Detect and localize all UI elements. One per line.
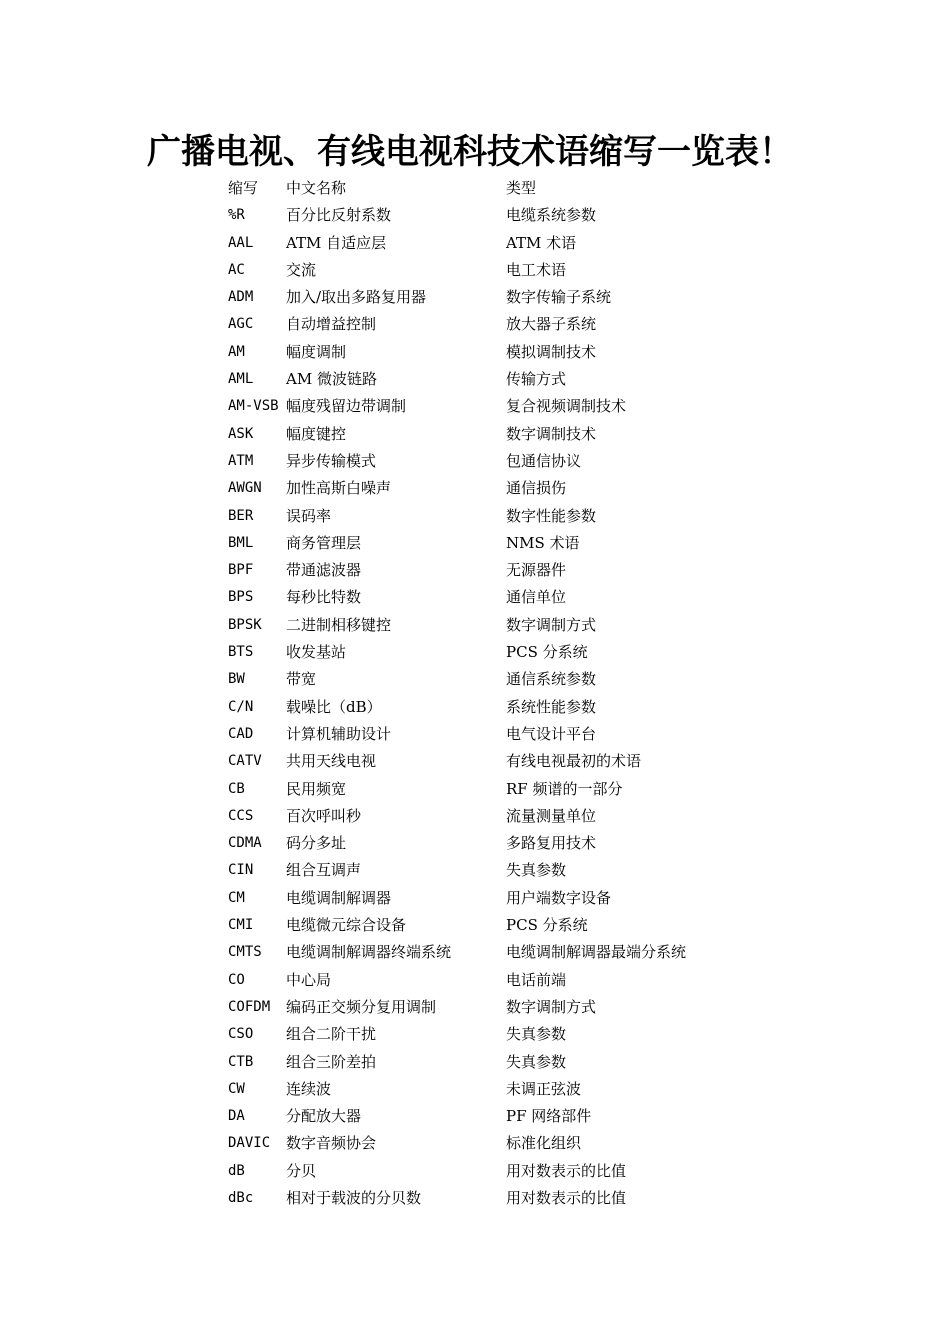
row-abbr: AGC <box>228 316 254 333</box>
table-row <box>228 421 788 448</box>
row-chinese-name: 带宽 <box>286 670 317 689</box>
row-type: 通信系统参数 <box>506 670 597 689</box>
column-header-name: 中文名称 <box>286 179 347 197</box>
table-row <box>228 366 788 393</box>
row-type: 通信单位 <box>506 588 567 607</box>
row-type: 用对数表示的比值 <box>506 1188 627 1207</box>
row-chinese-name: 码分多址 <box>286 834 347 853</box>
table-row <box>228 257 788 284</box>
row-type: 电工术语 <box>506 260 567 279</box>
row-chinese-name: 自动增益控制 <box>286 315 377 334</box>
column-header-abbr: 缩写 <box>228 179 259 197</box>
row-chinese-name: 交流 <box>286 260 317 279</box>
table-row <box>228 1158 788 1185</box>
row-type: 未调正弦波 <box>506 1079 582 1098</box>
table-body <box>228 202 788 1212</box>
row-chinese-name: 民用频宽 <box>286 779 347 798</box>
table-row <box>228 830 788 857</box>
row-chinese-name: 中心局 <box>286 970 332 989</box>
row-chinese-name: 编码正交频分复用调制 <box>286 997 437 1016</box>
row-type: 流量测量单位 <box>506 806 597 825</box>
row-type: 系统性能参数 <box>506 697 597 716</box>
table-row <box>228 967 788 994</box>
row-type: 数字调制方式 <box>506 997 597 1016</box>
row-chinese-name: 幅度键控 <box>286 424 347 443</box>
abbreviation-table <box>228 175 788 1212</box>
row-type: ATM 术语 <box>506 233 577 252</box>
row-type: 用户端数字设备 <box>506 888 612 907</box>
row-type: PF 网络部件 <box>506 1107 592 1126</box>
table-row <box>228 339 788 366</box>
row-abbr: CATV <box>228 753 262 770</box>
row-abbr: C/N <box>228 698 254 715</box>
table-row <box>228 694 788 721</box>
table-row <box>228 939 788 966</box>
row-chinese-name: 组合互调声 <box>286 861 362 880</box>
row-chinese-name: 数字音频协会 <box>286 1134 377 1153</box>
row-chinese-name: 组合二阶干扰 <box>286 1025 377 1044</box>
row-type: 数字调制技术 <box>506 424 597 443</box>
row-chinese-name: 相对于载波的分贝数 <box>286 1188 422 1207</box>
row-abbr: dB <box>228 1162 245 1179</box>
row-abbr: BPSK <box>228 616 262 633</box>
table-row <box>228 1021 788 1048</box>
row-chinese-name: 异步传输模式 <box>286 451 377 470</box>
row-chinese-name: 加性高斯白噪声 <box>286 479 392 498</box>
table-row <box>228 230 788 257</box>
table-row <box>228 721 788 748</box>
table-row <box>228 748 788 775</box>
row-abbr: CAD <box>228 725 254 742</box>
row-type: RF 频谱的一部分 <box>506 779 623 798</box>
row-chinese-name: 幅度残留边带调制 <box>286 397 407 416</box>
row-abbr: AML <box>228 371 254 388</box>
row-abbr: CMI <box>228 917 254 934</box>
row-chinese-name: 带通滤波器 <box>286 561 362 580</box>
table-row <box>228 202 788 229</box>
row-abbr: ATM <box>228 452 254 469</box>
row-abbr: BER <box>228 507 254 524</box>
table-row <box>228 857 788 884</box>
row-type: 数字传输子系统 <box>506 288 612 307</box>
row-abbr: ASK <box>228 425 254 442</box>
row-chinese-name: 电缆微元综合设备 <box>286 916 407 935</box>
row-abbr: dBc <box>228 1189 254 1206</box>
row-type: 通信损伤 <box>506 479 567 498</box>
row-type: PCS 分系统 <box>506 643 588 662</box>
row-chinese-name: ATM 自适应层 <box>286 233 387 252</box>
row-abbr: AWGN <box>228 480 262 497</box>
table-row <box>228 503 788 530</box>
row-type: 用对数表示的比值 <box>506 1161 627 1180</box>
row-chinese-name: 连续波 <box>286 1079 332 1098</box>
table-row <box>228 530 788 557</box>
row-type: 模拟调制技术 <box>506 342 597 361</box>
table-row <box>228 803 788 830</box>
table-row <box>228 1076 788 1103</box>
page-title: 广播电视、有线电视科技术语缩写一览表！ <box>147 132 793 172</box>
row-chinese-name: 每秒比特数 <box>286 588 362 607</box>
row-type: 失真参数 <box>506 861 567 880</box>
row-type: 放大器子系统 <box>506 315 597 334</box>
table-row <box>228 1185 788 1212</box>
row-chinese-name: 二进制相移键控 <box>286 615 392 634</box>
table-row <box>228 776 788 803</box>
table-row <box>228 994 788 1021</box>
row-abbr: %R <box>228 207 245 224</box>
table-row <box>228 393 788 420</box>
row-abbr: BTS <box>228 644 254 661</box>
row-abbr: CW <box>228 1080 245 1097</box>
table-row <box>228 912 788 939</box>
row-type: 数字性能参数 <box>506 506 597 525</box>
table-header-row <box>228 175 788 202</box>
row-chinese-name: AM 微波链路 <box>286 370 377 389</box>
row-type: 标准化组织 <box>506 1134 582 1153</box>
row-chinese-name: 共用天线电视 <box>286 752 377 771</box>
row-abbr: BPS <box>228 589 254 606</box>
row-abbr: CDMA <box>228 835 262 852</box>
row-abbr: CSO <box>228 1026 254 1043</box>
row-type: 包通信协议 <box>506 451 582 470</box>
row-chinese-name: 电缆调制解调器终端系统 <box>286 943 452 962</box>
row-abbr: CIN <box>228 862 254 879</box>
table-row <box>228 284 788 311</box>
row-type: 电缆系统参数 <box>506 206 597 225</box>
row-type: 有线电视最初的术语 <box>506 752 642 771</box>
row-type: 复合视频调制技术 <box>506 397 627 416</box>
row-type: 电话前端 <box>506 970 567 989</box>
row-abbr: AM <box>228 343 245 360</box>
row-abbr: ADM <box>228 289 254 306</box>
row-type: PCS 分系统 <box>506 916 588 935</box>
row-chinese-name: 电缆调制解调器 <box>286 888 392 907</box>
row-type: 失真参数 <box>506 1025 567 1044</box>
row-abbr: CM <box>228 889 245 906</box>
row-abbr: AAL <box>228 234 254 251</box>
row-type: NMS 术语 <box>506 533 580 552</box>
row-type: 电缆调制解调器最端分系统 <box>506 943 687 962</box>
table-row <box>228 1130 788 1157</box>
row-abbr: DAVIC <box>228 1135 271 1152</box>
row-abbr: CTB <box>228 1053 254 1070</box>
table-row <box>228 639 788 666</box>
table-row <box>228 612 788 639</box>
table-row <box>228 1049 788 1076</box>
row-chinese-name: 加入/取出多路复用器 <box>286 288 427 307</box>
row-abbr: BW <box>228 671 245 688</box>
row-abbr: BPF <box>228 562 254 579</box>
row-type: 无源器件 <box>506 561 567 580</box>
row-chinese-name: 收发基站 <box>286 643 347 662</box>
row-type: 电气设计平台 <box>506 724 597 743</box>
column-header-type: 类型 <box>506 179 537 197</box>
row-chinese-name: 分配放大器 <box>286 1107 362 1126</box>
row-abbr: CMTS <box>228 944 262 961</box>
row-type: 失真参数 <box>506 1052 567 1071</box>
row-abbr: CB <box>228 780 245 797</box>
row-abbr: AC <box>228 261 245 278</box>
table-row <box>228 311 788 338</box>
row-abbr: DA <box>228 1108 245 1125</box>
row-abbr: COFDM <box>228 998 271 1015</box>
row-chinese-name: 商务管理层 <box>286 533 362 552</box>
row-chinese-name: 百次呼叫秒 <box>286 806 362 825</box>
row-chinese-name: 百分比反射系数 <box>286 206 392 225</box>
row-chinese-name: 幅度调制 <box>286 342 347 361</box>
table-row <box>228 557 788 584</box>
table-row <box>228 475 788 502</box>
row-type: 传输方式 <box>506 370 567 389</box>
row-chinese-name: 载噪比（dB） <box>286 697 382 716</box>
row-abbr: BML <box>228 534 254 551</box>
row-abbr: CO <box>228 971 245 988</box>
table-row <box>228 584 788 611</box>
row-chinese-name: 误码率 <box>286 506 332 525</box>
table-row <box>228 448 788 475</box>
row-abbr: CCS <box>228 807 254 824</box>
table-row <box>228 885 788 912</box>
row-type: 多路复用技术 <box>506 834 597 853</box>
row-chinese-name: 计算机辅助设计 <box>286 724 392 743</box>
row-chinese-name: 组合三阶差拍 <box>286 1052 377 1071</box>
row-chinese-name: 分贝 <box>286 1161 317 1180</box>
table-row <box>228 1103 788 1130</box>
row-abbr: AM-VSB <box>228 398 279 415</box>
row-type: 数字调制方式 <box>506 615 597 634</box>
table-row <box>228 666 788 693</box>
